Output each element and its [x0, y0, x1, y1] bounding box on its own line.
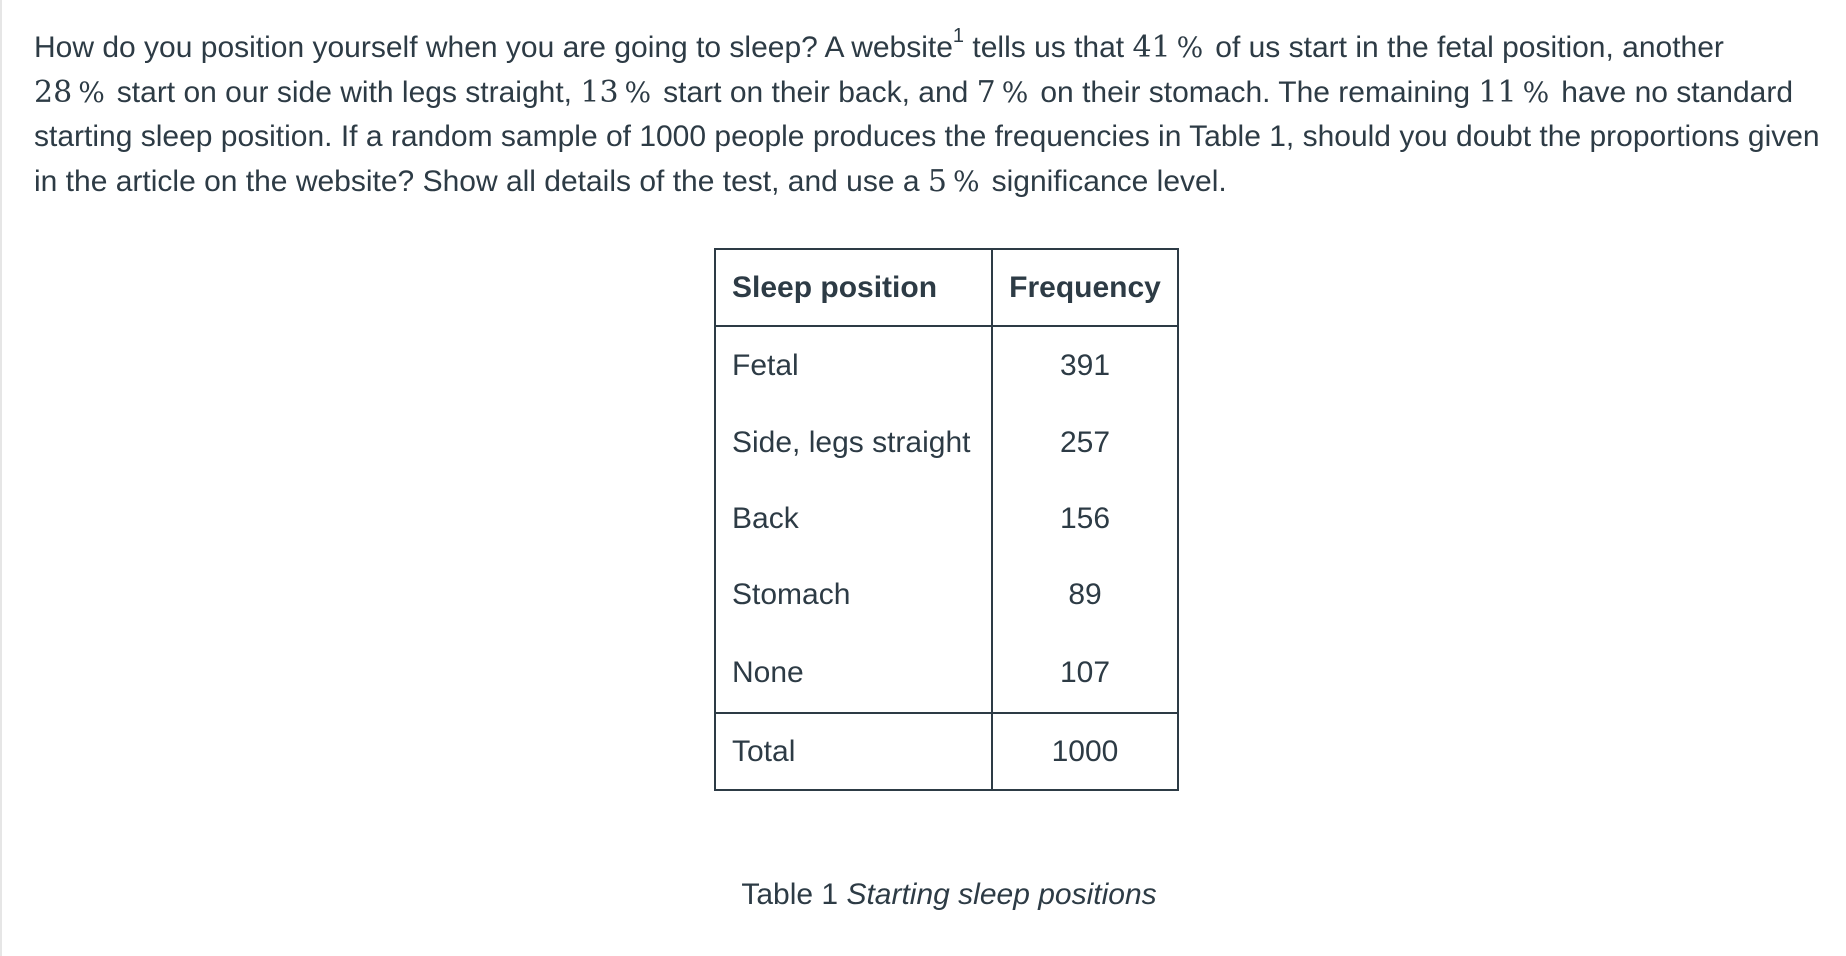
left-border — [0, 0, 2, 956]
table-row — [715, 633, 1178, 713]
question-text-part: of us start in the fetal position, another — [1215, 31, 1724, 64]
percent-back: 13 — [580, 74, 619, 110]
percent-fetal: 41 — [1132, 30, 1171, 65]
question-content — [34, 26, 1824, 204]
question-text-part: on their stomach. The remaining — [1040, 75, 1479, 109]
table-row — [715, 557, 1178, 633]
position-cell: Back — [715, 481, 992, 557]
table-row — [715, 481, 1178, 557]
significance-level: 5 — [927, 163, 947, 199]
sleep-table-wrapper — [714, 248, 1179, 791]
question-text-part: tells us that — [964, 31, 1133, 64]
percent-sign: % — [1176, 31, 1204, 64]
position-cell: Stomach — [715, 557, 992, 633]
percent-stomach: 7 — [976, 74, 996, 110]
percent-none: 11 — [1478, 74, 1517, 110]
question-text-part: start on their back, and — [663, 75, 977, 109]
percent-sign: % — [1522, 75, 1550, 109]
caption-text: Starting sleep positions — [846, 878, 1157, 911]
question-text-part: start on our side with legs straight, — [116, 75, 581, 109]
frequency-cell: 257 — [992, 405, 1178, 481]
percent-sign: % — [624, 75, 652, 109]
footnote-marker[interactable]: 1 — [952, 25, 965, 47]
question-text-part: significance level. — [991, 164, 1227, 198]
percent-sign: % — [1001, 75, 1029, 109]
frequency-cell: 89 — [992, 557, 1178, 633]
sleep-position-table — [714, 248, 1179, 791]
header-sleep-position: Sleep position — [715, 249, 992, 326]
percent-sign: % — [78, 75, 105, 109]
position-cell: None — [715, 633, 992, 713]
position-cell: Side, legs straight — [715, 405, 992, 481]
table-total-row — [715, 713, 1178, 790]
table-row — [715, 326, 1178, 405]
table-header-row — [715, 249, 1178, 326]
table-caption — [714, 878, 1184, 912]
question-text — [34, 26, 1824, 204]
header-frequency: Frequency — [992, 249, 1178, 326]
question-text-part: have no standard starting sleep position. If a random sample of 1000 people produces the frequencies in Table 1, should you doubt the proportions given in the article on the website? Show all details of the test, and use a — [34, 75, 1820, 198]
table-row — [715, 405, 1178, 481]
question-text-part: How do you position yourself when you are going to sleep? A website — [34, 31, 953, 64]
total-label-cell: Total — [715, 713, 992, 790]
position-cell: Fetal — [715, 326, 992, 405]
caption-label: Table 1 — [741, 878, 839, 911]
frequency-cell: 156 — [992, 481, 1178, 557]
percent-side: 28 — [34, 74, 73, 110]
total-frequency-cell: 1000 — [992, 713, 1178, 790]
frequency-cell: 391 — [992, 326, 1178, 405]
frequency-cell: 107 — [992, 633, 1178, 713]
percent-sign: % — [952, 164, 980, 198]
